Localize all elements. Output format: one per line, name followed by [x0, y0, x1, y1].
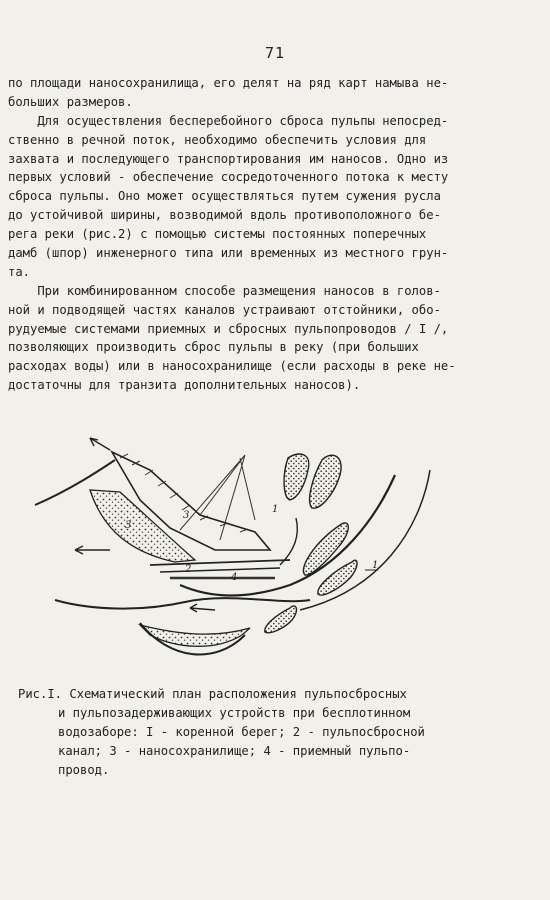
sediment-spur	[310, 455, 342, 508]
body-line: ственно в речной поток, необходимо обеспечить условия для	[8, 132, 427, 147]
body-line: больших размеров.	[8, 94, 133, 109]
caption-line: провод.	[58, 763, 110, 777]
body-line: дамб (шпор) инженерного типа или временных из местного грун-	[8, 246, 449, 261]
body-line: захвата и последующего транспортирования им наносов. Одно из	[8, 151, 449, 166]
caption-line: и пульпозадерживающих устройств при бесплотинном	[58, 706, 411, 720]
body-line: рега реки (рис.2) с помощью системы постоянных поперечных	[8, 227, 427, 242]
figure-label: 4	[231, 572, 238, 583]
body-line: сброса пульпы. Оно может осуществляться путем сужения русла	[8, 189, 441, 204]
body-line: позволяющих производить сброс пульпы в реку (при больших	[8, 340, 419, 355]
body-line: При комбинированном способе размещения наносов в голов-	[8, 283, 441, 298]
sediment-spur	[284, 454, 309, 500]
figure-label: 1	[272, 504, 279, 515]
figure-label: 3	[125, 520, 132, 531]
body-line: рудуемые системами приемных и сбросных пульпопроводов / I /,	[8, 321, 449, 336]
caption-line: водозаборе: I - коренной берег; 2 - пульпосбросной	[58, 725, 425, 739]
page-number: 71	[264, 44, 286, 62]
body-line: до устойчивой ширины, возводимой вдоль противоположного бе-	[8, 208, 441, 223]
body-line: та.	[8, 264, 31, 279]
caption-line: канал; 3 - наносохранилище; 4 - приемный пульпо-	[58, 744, 411, 758]
figure-label: 3	[183, 510, 190, 521]
caption-line: Рис.I. Схематический план расположения пульпосбросных	[18, 687, 407, 701]
sediment-storage-3	[90, 490, 195, 562]
sediment-basin	[140, 625, 250, 646]
body-line: по площади наносохранилища, его делят на ряд карт намыва не-	[8, 76, 449, 90]
body-line: достаточны для транзита дополнительных наносов).	[8, 378, 361, 393]
figure-caption	[18, 685, 498, 780]
figure-label: 1	[372, 560, 379, 571]
body-line: расходах воды) или в наносохранилище (если расходы в реке не-	[8, 359, 456, 374]
body-line: ной и подводящей частях каналов устраивают отстойники, обо-	[8, 302, 441, 317]
body-text	[8, 74, 493, 395]
body-line: Для осуществления бесперебойного сброса пульпы непосред-	[8, 113, 449, 128]
figure-label: 2	[185, 564, 192, 575]
riverbank-line	[55, 598, 310, 608]
schematic-plan-figure	[0, 420, 550, 690]
sediment-spur	[265, 606, 297, 633]
body-line: первых условий - обеспечение сосредоточенного потока к месту	[8, 170, 449, 185]
